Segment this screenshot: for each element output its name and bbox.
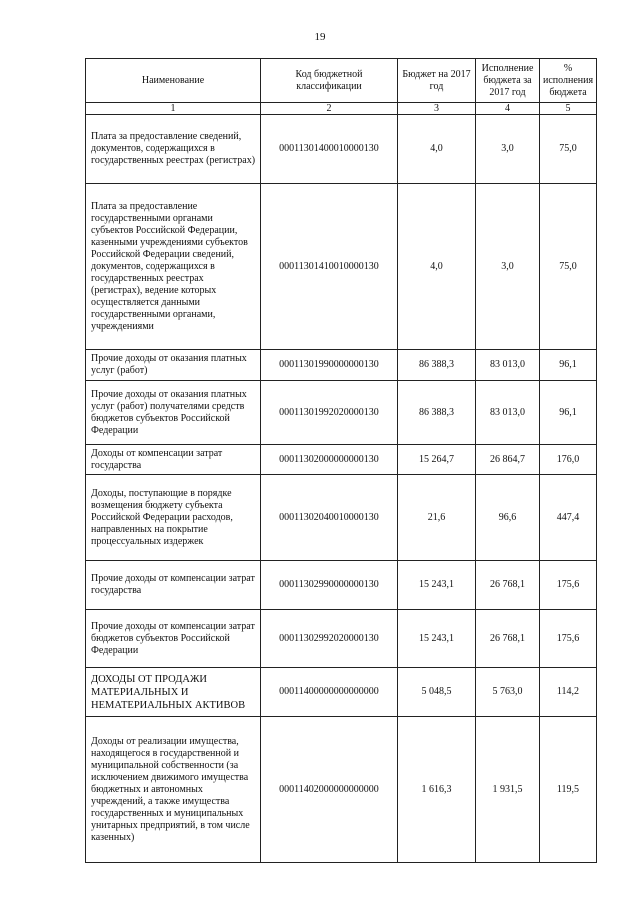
row-name: Плата за предоставление государственными органами субъектов Российской Федерации, казенными учреждениями субъектов Российской Федерации сведений, документов, содержащихся в государственных реестрах (регистрах), ведение которых осуществляется данными государственными органами, учреждениями [86, 184, 261, 350]
row-budget: 21,6 [398, 475, 476, 561]
row-name: Прочие доходы от компенсации затрат бюджетов субъектов Российской Федерации [86, 610, 261, 668]
row-code: 00011302040010000130 [261, 475, 398, 561]
header-code: Код бюджетной классификации [261, 59, 398, 103]
row-name: Доходы, поступающие в порядке возмещения бюджету субъекта Российской Федерации расходов, направленных на покрытие процессуальных издержек [86, 475, 261, 561]
row-percent: 96,1 [540, 350, 597, 381]
page-number: 19 [314, 31, 326, 43]
row-code: 00011301400010000130 [261, 115, 398, 184]
row-percent: 447,4 [540, 475, 597, 561]
row-percent: 119,5 [540, 717, 597, 863]
row-percent: 175,6 [540, 561, 597, 610]
row-percent: 75,0 [540, 184, 597, 350]
table-row [86, 184, 597, 350]
row-budget: 5 048,5 [398, 668, 476, 717]
table-header-row [86, 59, 597, 103]
budget-table [85, 58, 597, 863]
row-execution: 83 013,0 [476, 350, 540, 381]
row-name: ДОХОДЫ ОТ ПРОДАЖИ МАТЕРИАЛЬНЫХ И НЕМАТЕРИАЛЬНЫХ АКТИВОВ [86, 668, 261, 717]
row-code: 00011302990000000130 [261, 561, 398, 610]
row-name: Плата за предоставление сведений, документов, содержащихся в государственных реестрах (регистрах) [86, 115, 261, 184]
table-row [86, 561, 597, 610]
column-number: 5 [540, 103, 597, 115]
table-row [86, 350, 597, 381]
table-row [86, 445, 597, 475]
column-number-row [86, 103, 597, 115]
row-code: 00011402000000000000 [261, 717, 398, 863]
row-budget: 86 388,3 [398, 350, 476, 381]
row-execution: 1 931,5 [476, 717, 540, 863]
row-budget: 86 388,3 [398, 381, 476, 445]
column-number: 3 [398, 103, 476, 115]
table-row [86, 381, 597, 445]
table-row [86, 610, 597, 668]
row-execution: 96,6 [476, 475, 540, 561]
row-budget: 4,0 [398, 115, 476, 184]
row-name: Прочие доходы от оказания платных услуг (работ) [86, 350, 261, 381]
row-name: Доходы от компенсации затрат государства [86, 445, 261, 475]
row-execution: 5 763,0 [476, 668, 540, 717]
row-code: 00011301990000000130 [261, 350, 398, 381]
header-name: Наименование [86, 59, 261, 103]
row-name: Доходы от реализации имущества, находящегося в государственной и муниципальной собственности (за исключением движимого имущества бюджетных и автономных учреждений, а также имущества государственных и муниципальных унитарных предприятий, в том числе казенных) [86, 717, 261, 863]
table-row [86, 717, 597, 863]
row-percent: 176,0 [540, 445, 597, 475]
table-row [86, 115, 597, 184]
row-code: 00011302992020000130 [261, 610, 398, 668]
row-execution: 26 768,1 [476, 610, 540, 668]
row-percent: 175,6 [540, 610, 597, 668]
row-budget: 4,0 [398, 184, 476, 350]
row-budget: 15 243,1 [398, 610, 476, 668]
header-percent: % исполнения бюджета [540, 59, 597, 103]
row-code: 00011302000000000130 [261, 445, 398, 475]
column-number: 4 [476, 103, 540, 115]
row-percent: 75,0 [540, 115, 597, 184]
table-row [86, 475, 597, 561]
header-execution: Исполнение бюджета за 2017 год [476, 59, 540, 103]
row-name: Прочие доходы от компенсации затрат государства [86, 561, 261, 610]
row-percent: 96,1 [540, 381, 597, 445]
row-execution: 83 013,0 [476, 381, 540, 445]
row-budget: 15 243,1 [398, 561, 476, 610]
row-budget: 1 616,3 [398, 717, 476, 863]
row-code: 00011400000000000000 [261, 668, 398, 717]
row-code: 00011301410010000130 [261, 184, 398, 350]
row-percent: 114,2 [540, 668, 597, 717]
row-execution: 26 768,1 [476, 561, 540, 610]
row-budget: 15 264,7 [398, 445, 476, 475]
row-code: 00011301992020000130 [261, 381, 398, 445]
row-execution: 3,0 [476, 115, 540, 184]
header-budget: Бюджет на 2017 год [398, 59, 476, 103]
column-number: 1 [86, 103, 261, 115]
row-name: Прочие доходы от оказания платных услуг (работ) получателями средств бюджетов субъектов Российской Федерации [86, 381, 261, 445]
row-execution: 26 864,7 [476, 445, 540, 475]
table-row [86, 668, 597, 717]
row-execution: 3,0 [476, 184, 540, 350]
column-number: 2 [261, 103, 398, 115]
